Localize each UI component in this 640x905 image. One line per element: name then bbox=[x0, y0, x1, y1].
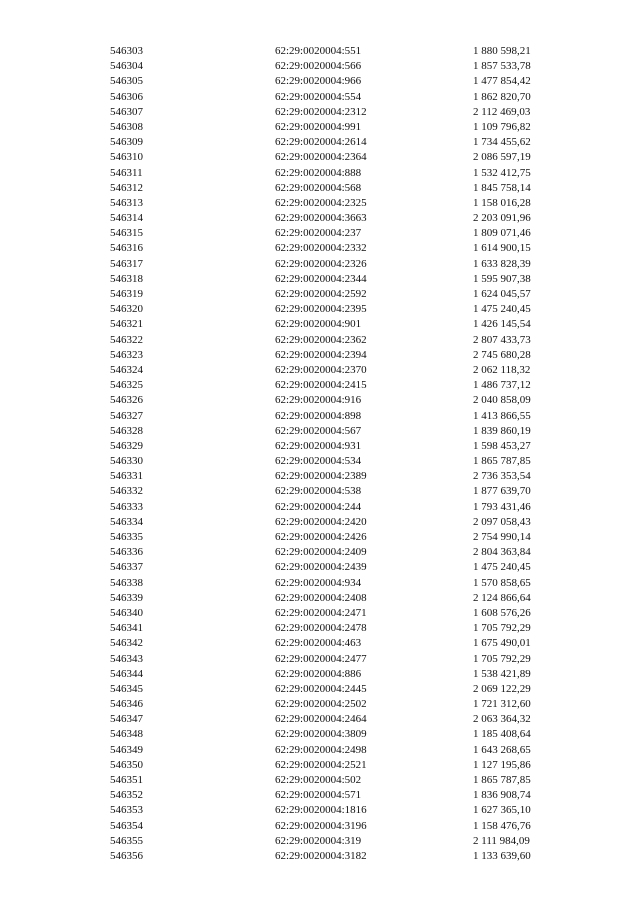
cadastral-value: 1 598 453,27 bbox=[473, 439, 531, 452]
row-number: 546317 bbox=[110, 257, 143, 270]
row-number: 546354 bbox=[110, 819, 143, 832]
row-number: 546322 bbox=[110, 333, 143, 346]
cadastral-number: 62:29:0020004:3663 bbox=[275, 212, 367, 225]
table-row bbox=[0, 515, 640, 530]
cadastral-value: 1 734 455,62 bbox=[473, 136, 531, 149]
table-row bbox=[0, 393, 640, 408]
row-number: 546349 bbox=[110, 743, 143, 756]
cadastral-value: 1 538 421,89 bbox=[473, 667, 531, 680]
cadastral-value: 1 862 820,70 bbox=[473, 90, 531, 103]
cadastral-number: 62:29:0020004:3182 bbox=[275, 849, 367, 862]
cadastral-value: 1 570 858,65 bbox=[473, 576, 531, 589]
cadastral-number: 62:29:0020004:934 bbox=[275, 576, 362, 589]
table-row bbox=[0, 287, 640, 302]
cadastral-value: 2 754 990,14 bbox=[473, 531, 531, 543]
row-number: 546337 bbox=[110, 561, 143, 574]
table-row bbox=[0, 105, 640, 120]
row-number: 546332 bbox=[110, 485, 143, 498]
table-row bbox=[0, 803, 640, 818]
cadastral-number: 62:29:0020004:888 bbox=[275, 166, 362, 179]
row-number: 546329 bbox=[110, 439, 143, 452]
cadastral-value: 2 124 866,64 bbox=[473, 591, 531, 604]
cadastral-value: 2 097 058,43 bbox=[473, 515, 531, 528]
row-number: 546326 bbox=[110, 394, 143, 407]
cadastral-value: 1 486 737,12 bbox=[473, 379, 531, 392]
cadastral-value: 2 745 680,28 bbox=[473, 348, 531, 361]
row-number: 546330 bbox=[110, 455, 143, 468]
cadastral-value: 1 475 240,45 bbox=[473, 303, 531, 316]
row-number: 546331 bbox=[110, 470, 143, 483]
row-number: 546307 bbox=[110, 105, 143, 118]
cadastral-value: 2 112 469,03 bbox=[473, 105, 531, 118]
cadastral-number: 62:29:0020004:2389 bbox=[275, 470, 367, 483]
table-row bbox=[0, 849, 640, 864]
table-row bbox=[0, 606, 640, 621]
table-row bbox=[0, 469, 640, 484]
cadastral-value: 1 809 071,46 bbox=[473, 227, 531, 240]
cadastral-value: 2 807 433,73 bbox=[473, 333, 531, 346]
cadastral-number: 62:29:0020004:534 bbox=[275, 455, 362, 468]
cadastral-number: 62:29:0020004:319 bbox=[275, 834, 362, 847]
table-row bbox=[0, 697, 640, 712]
cadastral-number: 62:29:0020004:2364 bbox=[275, 151, 367, 164]
cadastral-value: 1 158 476,76 bbox=[473, 819, 531, 832]
cadastral-value: 1 857 533,78 bbox=[473, 60, 531, 73]
cadastral-value: 1 721 312,60 bbox=[473, 698, 531, 711]
cadastral-number: 62:29:0020004:566 bbox=[275, 60, 362, 73]
row-number: 546345 bbox=[110, 682, 143, 695]
table-row bbox=[0, 743, 640, 758]
table-row bbox=[0, 257, 640, 272]
row-number: 546336 bbox=[110, 546, 143, 559]
table-row bbox=[0, 166, 640, 181]
cadastral-value: 1 608 576,26 bbox=[473, 606, 531, 619]
row-number: 546342 bbox=[110, 637, 143, 650]
cadastral-value: 1 836 908,74 bbox=[473, 789, 531, 802]
table-row bbox=[0, 500, 640, 515]
cadastral-value: 1 845 758,14 bbox=[473, 181, 531, 194]
table-row bbox=[0, 348, 640, 363]
cadastral-value: 1 475 240,45 bbox=[473, 561, 531, 574]
table-row bbox=[0, 120, 640, 135]
cadastral-number: 62:29:0020004:2326 bbox=[275, 257, 367, 270]
cadastral-value: 1 127 195,86 bbox=[473, 758, 531, 771]
cadastral-value: 1 158 016,28 bbox=[473, 196, 531, 209]
cadastral-value: 1 477 854,42 bbox=[473, 75, 531, 88]
row-number: 546324 bbox=[110, 363, 143, 376]
row-number: 546347 bbox=[110, 713, 143, 726]
table-row bbox=[0, 226, 640, 241]
cadastral-number: 62:29:0020004:554 bbox=[275, 90, 362, 103]
row-number: 546320 bbox=[110, 303, 143, 316]
row-number: 546351 bbox=[110, 774, 143, 786]
row-number: 546333 bbox=[110, 500, 143, 513]
cadastral-number: 62:29:0020004:886 bbox=[275, 667, 362, 680]
cadastral-number: 62:29:0020004:2394 bbox=[275, 348, 367, 361]
cadastral-value: 1 643 268,65 bbox=[473, 743, 531, 756]
cadastral-number: 62:29:0020004:2521 bbox=[275, 758, 367, 771]
cadastral-number: 62:29:0020004:2408 bbox=[275, 591, 367, 604]
row-number: 546343 bbox=[110, 652, 143, 665]
cadastral-number: 62:29:0020004:2445 bbox=[275, 682, 367, 695]
row-number: 546321 bbox=[110, 318, 143, 331]
cadastral-value: 2 062 118,32 bbox=[473, 363, 531, 376]
row-number: 546323 bbox=[110, 348, 143, 361]
row-number: 546314 bbox=[110, 212, 143, 225]
table-row bbox=[0, 302, 640, 317]
cadastral-number: 62:29:0020004:2409 bbox=[275, 546, 367, 559]
table-row bbox=[0, 317, 640, 332]
cadastral-number: 62:29:0020004:568 bbox=[275, 181, 362, 194]
row-number: 546344 bbox=[110, 667, 143, 680]
cadastral-value: 2 804 363,84 bbox=[473, 546, 531, 559]
cadastral-number: 62:29:0020004:502 bbox=[275, 774, 362, 786]
cadastral-value: 2 063 364,32 bbox=[473, 713, 531, 726]
row-number: 546356 bbox=[110, 849, 143, 862]
table-row bbox=[0, 788, 640, 803]
row-number: 546334 bbox=[110, 515, 143, 528]
table-row bbox=[0, 424, 640, 439]
row-number: 546348 bbox=[110, 728, 143, 741]
row-number: 546338 bbox=[110, 576, 143, 589]
row-number: 546325 bbox=[110, 379, 143, 392]
row-number: 546339 bbox=[110, 591, 143, 604]
table-row bbox=[0, 409, 640, 424]
row-number: 546350 bbox=[110, 758, 143, 771]
cadastral-number: 62:29:0020004:2478 bbox=[275, 622, 367, 635]
table-row bbox=[0, 560, 640, 575]
cadastral-value: 1 865 787,85 bbox=[473, 455, 531, 468]
row-number: 546308 bbox=[110, 120, 143, 133]
table-row bbox=[0, 545, 640, 560]
cadastral-number: 62:29:0020004:2614 bbox=[275, 136, 367, 149]
cadastral-value: 2 203 091,96 bbox=[473, 212, 531, 225]
table-row bbox=[0, 272, 640, 287]
table-row bbox=[0, 44, 640, 59]
cadastral-number: 62:29:0020004:2420 bbox=[275, 515, 367, 528]
row-number: 546309 bbox=[110, 136, 143, 149]
cadastral-number: 62:29:0020004:2362 bbox=[275, 333, 367, 346]
cadastral-value: 1 865 787,85 bbox=[473, 774, 531, 786]
table-row bbox=[0, 454, 640, 469]
row-number: 546352 bbox=[110, 789, 143, 802]
cadastral-number: 62:29:0020004:3809 bbox=[275, 728, 367, 741]
cadastral-number: 62:29:0020004:2370 bbox=[275, 363, 367, 376]
cadastral-value: 1 793 431,46 bbox=[473, 500, 531, 513]
row-number: 546335 bbox=[110, 531, 143, 543]
table-row bbox=[0, 682, 640, 697]
cadastral-number: 62:29:0020004:898 bbox=[275, 409, 362, 422]
cadastral-value: 2 040 858,09 bbox=[473, 394, 531, 407]
table-row bbox=[0, 181, 640, 196]
table-row bbox=[0, 758, 640, 773]
cadastral-value: 1 185 408,64 bbox=[473, 728, 531, 741]
cadastral-value: 1 633 828,39 bbox=[473, 257, 531, 270]
cadastral-number: 62:29:0020004:571 bbox=[275, 789, 362, 802]
cadastral-number: 62:29:0020004:2325 bbox=[275, 196, 367, 209]
cadastral-number: 62:29:0020004:1816 bbox=[275, 804, 367, 817]
cadastral-number: 62:29:0020004:3196 bbox=[275, 819, 367, 832]
cadastral-value: 1 705 792,29 bbox=[473, 652, 531, 665]
row-number: 546313 bbox=[110, 196, 143, 209]
row-number: 546328 bbox=[110, 424, 143, 437]
cadastral-value: 1 705 792,29 bbox=[473, 622, 531, 635]
table-row bbox=[0, 378, 640, 393]
table-row bbox=[0, 135, 640, 150]
cadastral-value: 1 880 598,21 bbox=[473, 45, 531, 57]
cadastral-number: 62:29:0020004:2471 bbox=[275, 606, 367, 619]
row-number: 546340 bbox=[110, 606, 143, 619]
row-number: 546355 bbox=[110, 834, 143, 847]
table-row bbox=[0, 363, 640, 378]
table-row bbox=[0, 150, 640, 165]
row-number: 546318 bbox=[110, 272, 143, 285]
table-row bbox=[0, 333, 640, 348]
cadastral-number: 62:29:0020004:2502 bbox=[275, 698, 367, 711]
table-row bbox=[0, 59, 640, 74]
row-number: 546341 bbox=[110, 622, 143, 635]
cadastral-number: 62:29:0020004:2332 bbox=[275, 242, 367, 255]
cadastral-value: 1 877 639,70 bbox=[473, 485, 531, 498]
cadastral-number: 62:29:0020004:901 bbox=[275, 318, 362, 331]
cadastral-number: 62:29:0020004:991 bbox=[275, 120, 362, 133]
row-number: 546319 bbox=[110, 288, 143, 300]
cadastral-number: 62:29:0020004:2344 bbox=[275, 272, 367, 285]
cadastral-number: 62:29:0020004:2395 bbox=[275, 303, 367, 316]
table-row bbox=[0, 652, 640, 667]
cadastral-value: 2 069 122,29 bbox=[473, 682, 531, 695]
cadastral-value: 1 675 490,01 bbox=[473, 637, 531, 650]
cadastral-value: 1 614 900,15 bbox=[473, 242, 531, 255]
table-row bbox=[0, 591, 640, 606]
cadastral-number: 62:29:0020004:463 bbox=[275, 637, 362, 650]
table-row bbox=[0, 667, 640, 682]
row-number: 546316 bbox=[110, 242, 143, 255]
table-row bbox=[0, 74, 640, 89]
table-row bbox=[0, 621, 640, 636]
table-row bbox=[0, 819, 640, 834]
table-row bbox=[0, 727, 640, 742]
row-number: 546306 bbox=[110, 90, 143, 103]
cadastral-number: 62:29:0020004:916 bbox=[275, 394, 362, 407]
cadastral-value: 1 839 860,19 bbox=[473, 424, 531, 437]
table-row bbox=[0, 196, 640, 211]
cadastral-value: 1 624 045,57 bbox=[473, 288, 531, 300]
table-row bbox=[0, 484, 640, 499]
row-number: 546312 bbox=[110, 181, 143, 194]
table-row bbox=[0, 636, 640, 651]
cadastral-number: 62:29:0020004:244 bbox=[275, 500, 362, 513]
cadastral-number: 62:29:0020004:2439 bbox=[275, 561, 367, 574]
cadastral-value: 1 532 412,75 bbox=[473, 166, 531, 179]
cadastral-number: 62:29:0020004:2312 bbox=[275, 105, 367, 118]
cadastral-number: 62:29:0020004:551 bbox=[275, 45, 362, 57]
table-row bbox=[0, 211, 640, 226]
row-number: 546304 bbox=[110, 60, 143, 73]
cadastral-number: 62:29:0020004:2498 bbox=[275, 743, 367, 756]
row-number: 546303 bbox=[110, 45, 143, 57]
cadastral-number: 62:29:0020004:2426 bbox=[275, 531, 367, 543]
row-number: 546327 bbox=[110, 409, 143, 422]
cadastral-number: 62:29:0020004:966 bbox=[275, 75, 362, 88]
table-row bbox=[0, 773, 640, 788]
row-number: 546346 bbox=[110, 698, 143, 711]
cadastral-value: 1 133 639,60 bbox=[473, 849, 531, 862]
row-number: 546305 bbox=[110, 75, 143, 88]
cadastral-number: 62:29:0020004:2592 bbox=[275, 288, 367, 300]
cadastral-value: 1 426 145,54 bbox=[473, 318, 531, 331]
cadastral-number: 62:29:0020004:538 bbox=[275, 485, 362, 498]
cadastral-value: 2 111 984,09 bbox=[473, 834, 530, 847]
row-number: 546315 bbox=[110, 227, 143, 240]
data-table bbox=[0, 44, 640, 864]
cadastral-number: 62:29:0020004:2477 bbox=[275, 652, 367, 665]
table-row bbox=[0, 90, 640, 105]
cadastral-value: 2 736 353,54 bbox=[473, 470, 531, 483]
cadastral-number: 62:29:0020004:2464 bbox=[275, 713, 367, 726]
table-row bbox=[0, 241, 640, 256]
table-row bbox=[0, 834, 640, 849]
row-number: 546353 bbox=[110, 804, 143, 817]
cadastral-number: 62:29:0020004:567 bbox=[275, 424, 362, 437]
row-number: 546311 bbox=[110, 166, 143, 179]
table-row bbox=[0, 576, 640, 591]
cadastral-value: 1 627 365,10 bbox=[473, 804, 531, 817]
table-row bbox=[0, 712, 640, 727]
cadastral-number: 62:29:0020004:237 bbox=[275, 227, 362, 240]
cadastral-number: 62:29:0020004:2415 bbox=[275, 379, 367, 392]
table-row bbox=[0, 439, 640, 454]
cadastral-value: 2 086 597,19 bbox=[473, 151, 531, 164]
table-row bbox=[0, 530, 640, 545]
cadastral-value: 1 413 866,55 bbox=[473, 409, 531, 422]
cadastral-value: 1 109 796,82 bbox=[473, 120, 531, 133]
row-number: 546310 bbox=[110, 151, 143, 164]
cadastral-number: 62:29:0020004:931 bbox=[275, 439, 362, 452]
cadastral-value: 1 595 907,38 bbox=[473, 272, 531, 285]
